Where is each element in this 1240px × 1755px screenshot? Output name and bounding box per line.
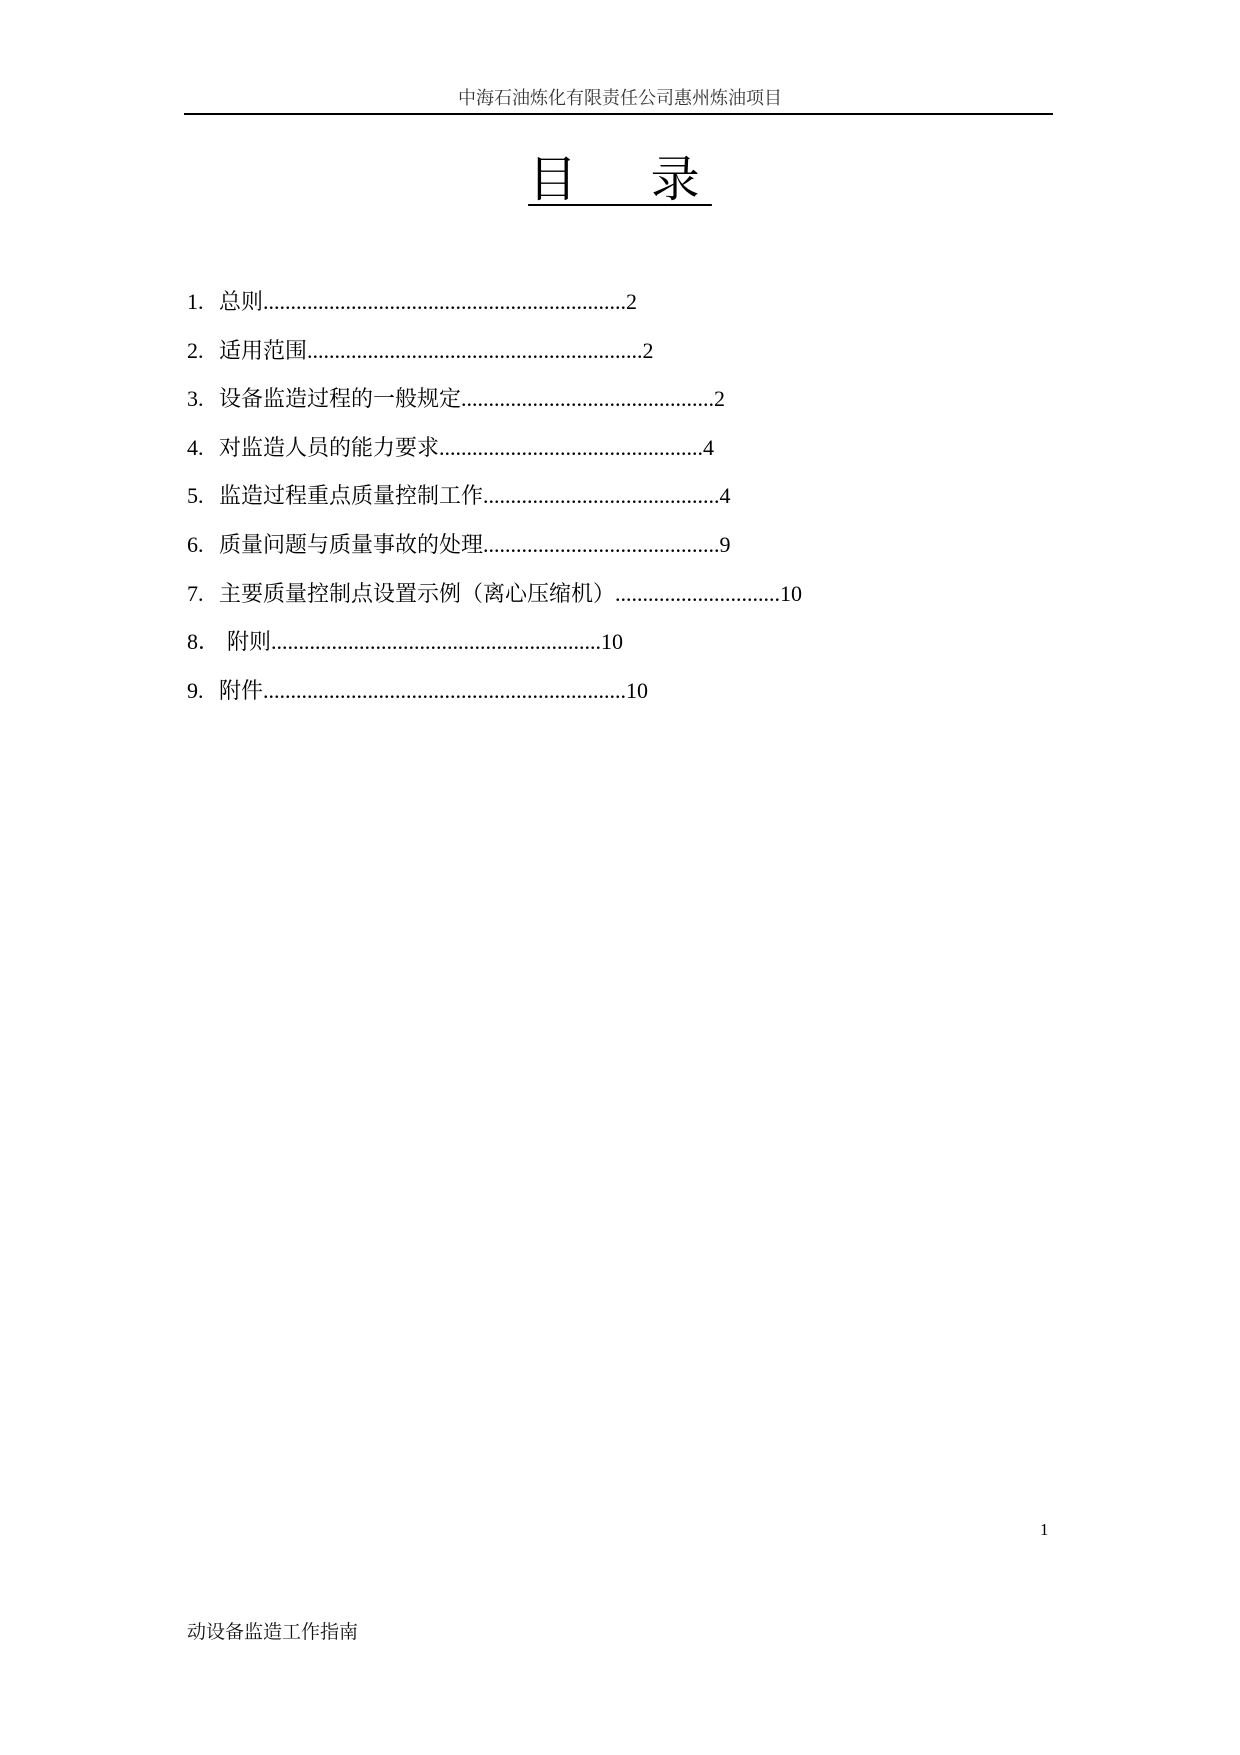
toc-entry-number: 9. <box>187 677 204 703</box>
toc-entry-page: 10 <box>780 580 803 606</box>
toc-entry-title: 附件 <box>219 677 264 703</box>
toc-entry-leader: .............................................. <box>461 386 715 412</box>
toc-entry-page: 4 <box>703 434 715 460</box>
toc-entry <box>187 375 1087 424</box>
toc-entry-title: 监造过程重点质量控制工作 <box>219 483 484 509</box>
header-divider <box>184 113 1053 115</box>
toc-entry-title: 设备监造过程的一般规定 <box>219 386 462 412</box>
toc-entry <box>187 327 1087 376</box>
toc-entry-number: 7. <box>187 580 204 606</box>
toc-entry-leader: ................................................ <box>439 434 704 460</box>
toc-entry-page: 10 <box>601 629 624 655</box>
toc-entry-page: 9 <box>719 531 731 557</box>
toc-entry <box>187 424 1087 473</box>
toc-entry-number: 4. <box>187 434 204 460</box>
page-title <box>0 150 1240 210</box>
toc-entry-leader: ........................................... <box>483 531 720 557</box>
toc-entry-leader: .............................. <box>615 580 781 606</box>
toc-entry-leader: ............................................................. <box>307 337 643 363</box>
toc-entry-page: 4 <box>719 483 731 509</box>
page-number: 1 <box>1040 1520 1049 1539</box>
toc-entry-number: 6. <box>187 531 204 557</box>
toc-entry <box>187 521 1087 570</box>
toc-entry-leader: ........................................... <box>483 483 720 509</box>
toc-entry-leader: ............................................................ <box>271 629 602 655</box>
running-footer: 动设备监造工作指南 <box>187 1622 359 1643</box>
toc-entry-number: 1. <box>187 289 204 314</box>
toc-entry-title: 适用范围 <box>219 337 308 363</box>
toc-entry <box>187 618 1087 667</box>
toc-entry-leader: .................................................................. <box>263 289 627 314</box>
table-of-contents <box>187 278 1087 715</box>
page-title-text: 目 录 <box>528 152 712 207</box>
toc-entry <box>187 667 1087 716</box>
toc-entry-title: 总则 <box>219 289 264 314</box>
toc-entry-title: 主要质量控制点设置示例（离心压缩机） <box>219 580 616 606</box>
toc-entry-number: 5. <box>187 483 204 509</box>
toc-entry-title: 对监造人员的能力要求 <box>219 434 440 460</box>
toc-entry-leader: .................................................................. <box>263 677 627 703</box>
toc-entry-title: 质量问题与质量事故的处理 <box>219 531 484 557</box>
toc-entry <box>187 472 1087 521</box>
toc-entry-page: 10 <box>626 677 649 703</box>
toc-entry-number: 2. <box>187 337 204 363</box>
toc-entry-number: 3. <box>187 386 204 412</box>
toc-entry-page: 2 <box>714 386 726 412</box>
toc-entry-page: 2 <box>642 337 654 363</box>
toc-entry-title: 附则 <box>227 629 272 655</box>
toc-entry <box>187 570 1087 619</box>
toc-entry-number: 8． <box>187 629 221 655</box>
toc-entry <box>187 278 1087 327</box>
running-header: 中海石油炼化有限责任公司惠州炼油项目 <box>458 88 782 108</box>
toc-entry-page: 2 <box>626 289 638 314</box>
